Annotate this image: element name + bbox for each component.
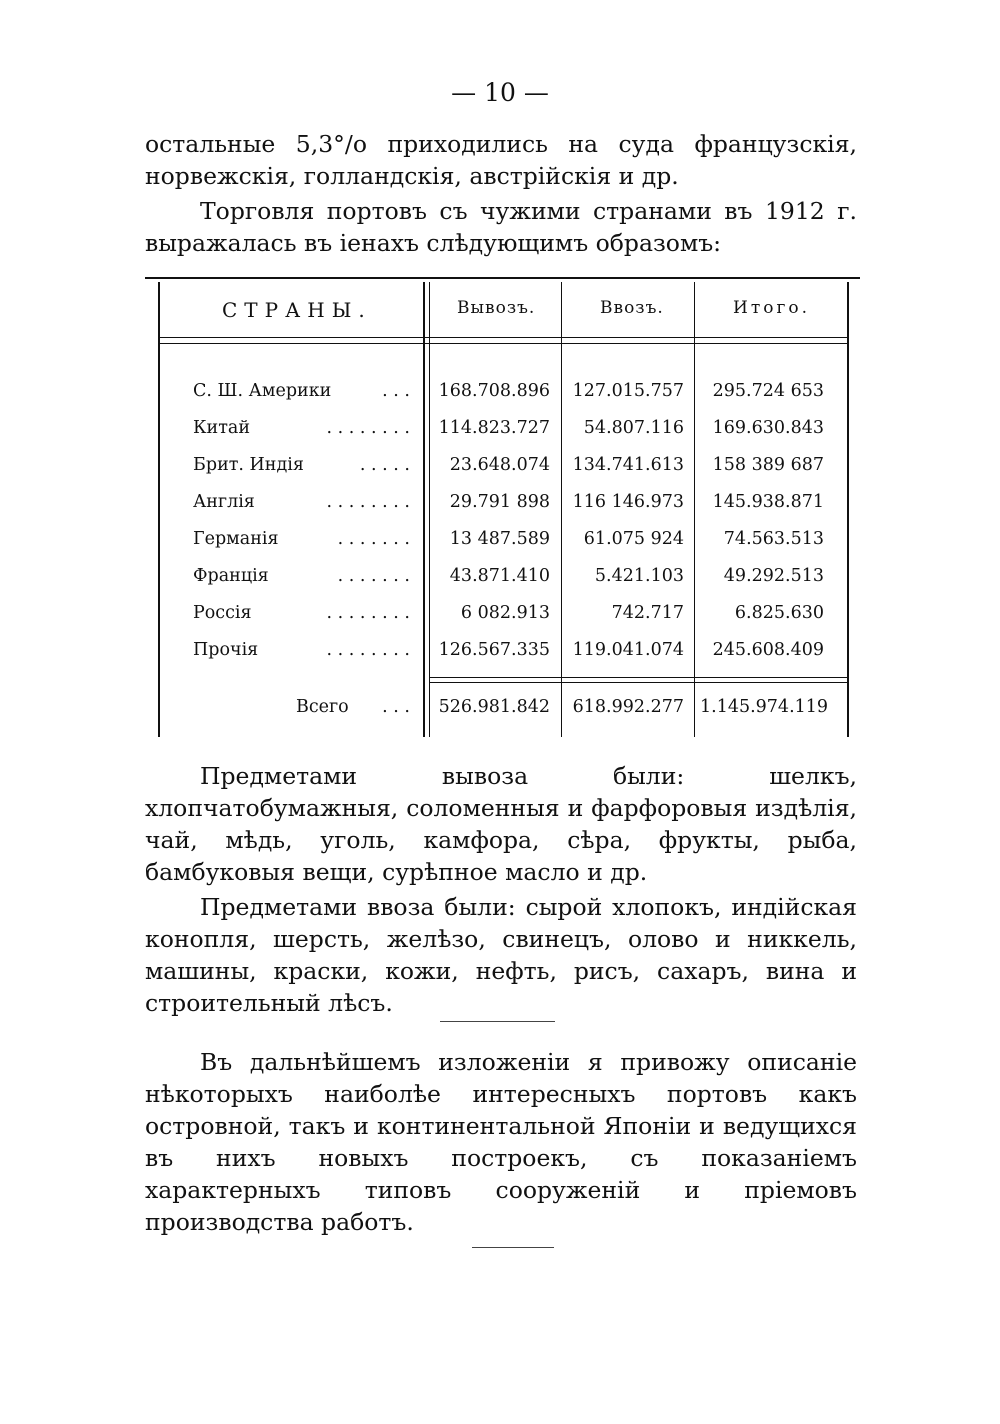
- total-value: 245.608.409: [712, 640, 824, 660]
- export-value: 6 082.913: [460, 603, 550, 623]
- leader-dots: . . . . . . . .: [326, 418, 410, 438]
- leader-dots: . . . . . . . .: [326, 640, 410, 660]
- export-total: 526.981.842: [438, 697, 550, 717]
- table-row: [0, 492, 1000, 522]
- country-name: Франція: [193, 566, 269, 586]
- country-name: Прочія: [193, 640, 259, 660]
- total-value: 49.292.513: [723, 566, 824, 586]
- header-export: Вывозъ.: [457, 298, 536, 318]
- leader-dots: . . . . . . . .: [326, 492, 410, 512]
- total-value: 6.825.630: [734, 603, 824, 623]
- header-import: Ввозъ.: [600, 298, 664, 318]
- total-value: 74.563.513: [723, 529, 824, 549]
- leader-dots: . . .: [382, 697, 410, 717]
- section-separator: [440, 1021, 555, 1022]
- import-value: 134.741.613: [572, 455, 684, 475]
- paragraph-imports: Предметами ввоза были: сырой хлопокъ, индійская конопля, шерсть, желѣзо, свинецъ, олово и никкель, машины, краски, кожи, нефть, рисъ, сахаръ, вина и строительный лѣсъ.: [145, 893, 857, 1017]
- import-value: 119.041.074: [572, 640, 684, 660]
- import-value: 127.015.757: [572, 381, 684, 401]
- grand-total: 1.145.974.119: [700, 697, 829, 717]
- paragraph-shipping-share: остальные 5,3°/о приходились на суда французскія, норвежскія, голландскія, австрійскія и др.: [145, 130, 857, 190]
- export-value: 23.648.074: [449, 455, 550, 475]
- import-value: 5.421.103: [594, 566, 684, 586]
- leader-dots: . . . . .: [359, 455, 410, 475]
- export-value: 29.791 898: [449, 492, 550, 512]
- total-rule: [430, 682, 847, 683]
- total-value: 158 389 687: [712, 455, 824, 475]
- total-rule: [430, 677, 847, 678]
- total-value: 145.938.871: [712, 492, 824, 512]
- import-total: 618.992.277: [572, 697, 684, 717]
- paragraph-trade-intro: Торговля портовъ съ чужими странами въ 1912 г. выражалась въ іенахъ слѣдующимъ образомъ:: [145, 197, 857, 257]
- import-value: 61.075 924: [583, 529, 684, 549]
- table-row: [0, 603, 1000, 633]
- leader-dots: . . . . . . .: [337, 566, 410, 586]
- paragraph-outline: Въ дальнѣйшемъ изложеніи я привожу описаніе нѣкоторыхъ наиболѣе интересныхъ портовъ какъ островной, такъ и континентальной Японіи и ведущихся въ нихъ новыхъ построекъ, съ показаніемъ характерныхъ типовъ сооруженій и пріемовъ производства работъ.: [145, 1048, 857, 1236]
- header-rule: [160, 337, 847, 338]
- leader-dots: . . . . . . . .: [326, 603, 410, 623]
- leader-dots: . . . . . . .: [337, 529, 410, 549]
- country-name: Россія: [193, 603, 252, 623]
- import-value: 742.717: [611, 603, 684, 623]
- import-value: 116 146.973: [572, 492, 684, 512]
- country-name: С. Ш. Америки: [193, 381, 332, 401]
- header-rule: [160, 343, 847, 344]
- table-total-row: [0, 697, 1000, 727]
- total-value: 295.724 653: [712, 381, 824, 401]
- paragraph-exports: Предметами вывоза были: шелкъ, хлопчатобумажныя, соломенныя и фарфоровыя издѣлія, чай, мѣдь, уголь, камфора, сѣра, фрукты, рыба, бамбуковыя вещи, сурѣпное масло и др.: [145, 762, 857, 886]
- import-value: 54.807.116: [583, 418, 684, 438]
- export-value: 126.567.335: [438, 640, 550, 660]
- country-name: Германія: [193, 529, 279, 549]
- export-value: 43.871.410: [449, 566, 550, 586]
- export-value: 13 487.589: [449, 529, 550, 549]
- table-row: [0, 529, 1000, 559]
- country-name: Англія: [193, 492, 255, 512]
- table-row: [0, 455, 1000, 485]
- end-separator: [472, 1247, 554, 1248]
- header-total: Итого.: [733, 298, 811, 318]
- total-value: 169.630.843: [712, 418, 824, 438]
- export-value: 114.823.727: [438, 418, 550, 438]
- country-name: Брит. Индія: [193, 455, 304, 475]
- leader-dots: . . .: [382, 381, 410, 401]
- table-row: [0, 418, 1000, 448]
- total-label: Всего: [296, 697, 349, 717]
- table-top-rule: [145, 277, 860, 279]
- country-name: Китай: [193, 418, 250, 438]
- header-countries: СТРАНЫ.: [222, 298, 372, 322]
- export-value: 168.708.896: [438, 381, 550, 401]
- table-row: [0, 640, 1000, 670]
- page-number: — 10 —: [451, 78, 549, 107]
- table-row: [0, 381, 1000, 411]
- table-row: [0, 566, 1000, 596]
